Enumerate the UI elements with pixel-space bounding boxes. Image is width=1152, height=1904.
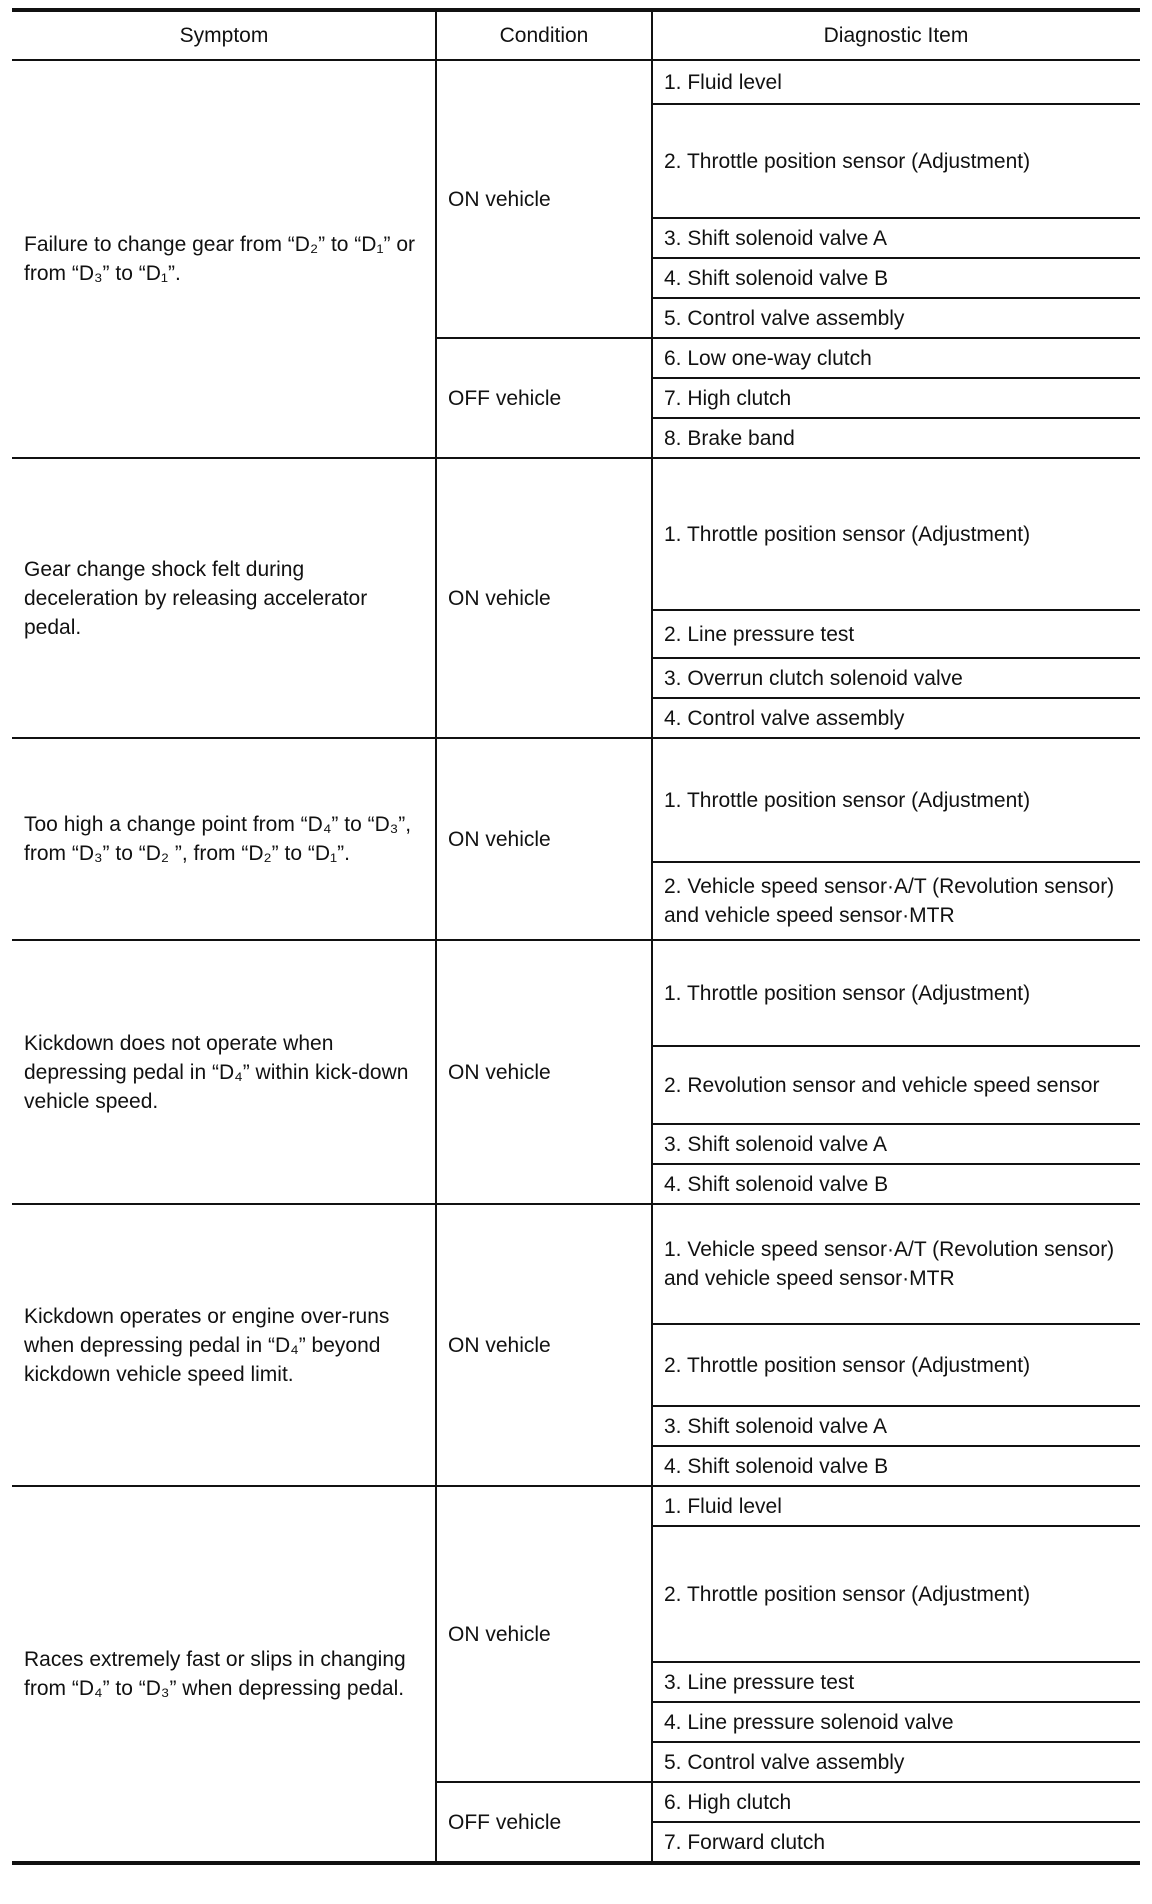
diagnostic-item-cell: 7. High clutch: [664, 386, 792, 410]
diagnostic-item-cell: 7. Forward clutch: [664, 1830, 826, 1854]
diagnostic-item-cell: 1. Throttle position sensor (Adjustment): [664, 981, 1031, 1005]
symptom-cell: Kickdown operates or engine over-runs when depressing pedal in “D₄” beyond kickdown vehicle speed limit.: [24, 1304, 390, 1386]
header-condition: Condition: [499, 23, 589, 47]
symptom-cell: Failure to change gear from “D₂” to “D₁” or from “D₃” to “D₁”.: [24, 233, 416, 285]
diagnostic-item-cell: 1. Vehicle speed sensor·A/T (Revolution sensor) and vehicle speed sensor·MTR: [664, 1238, 1115, 1290]
diagnostic-item-cell: 3. Overrun clutch solenoid valve: [664, 666, 963, 690]
condition-cell: ON vehicle: [448, 187, 551, 211]
condition-cell: ON vehicle: [448, 1060, 551, 1084]
diagnostic-item-cell: 1. Throttle position sensor (Adjustment): [664, 522, 1031, 546]
symptom-cell: Races extremely fast or slips in changing from “D₄” to “D₃” when depressing pedal.: [24, 1648, 406, 1700]
symptom-cell: Too high a change point from “D₄” to “D₃”, from “D₃” to “D₂ ”, from “D₂” to “D₁”.: [24, 813, 412, 865]
diagnostic-item-cell: 2. Revolution sensor and vehicle speed sensor: [664, 1073, 1100, 1097]
diagnostic-item-cell: 4. Shift solenoid valve B: [664, 266, 889, 290]
diagnostic-item-cell: 3. Shift solenoid valve A: [664, 1414, 887, 1438]
diagnostic-item-cell: 5. Control valve assembly: [664, 1750, 905, 1774]
diagnostic-item-cell: 4. Line pressure solenoid valve: [664, 1710, 954, 1734]
diagnostic-item-cell: 6. High clutch: [664, 1790, 792, 1814]
diagnostic-item-cell: 2. Vehicle speed sensor·A/T (Revolution sensor) and vehicle speed sensor·MTR: [664, 875, 1115, 927]
diagnostic-item-cell: 6. Low one-way clutch: [664, 346, 872, 370]
diagnostic-item-cell: 3. Line pressure test: [664, 1670, 855, 1694]
diagnostic-item-cell: 8. Brake band: [664, 426, 795, 450]
diagnostic-item-cell: 2. Throttle position sensor (Adjustment): [664, 1582, 1031, 1606]
diagnostic-item-cell: 4. Control valve assembly: [664, 706, 905, 730]
condition-cell: ON vehicle: [448, 1622, 551, 1646]
diagnostic-item-cell: 2. Line pressure test: [664, 622, 855, 646]
symptom-cell: Kickdown does not operate when depressing pedal in “D₄” within kick-down vehicle speed.: [24, 1031, 409, 1113]
diagnostic-item-cell: 4. Shift solenoid valve B: [664, 1454, 889, 1478]
condition-cell: OFF vehicle: [448, 386, 562, 410]
diagnostic-item-cell: 5. Control valve assembly: [664, 306, 905, 330]
diagnostic-item-cell: 1. Fluid level: [664, 70, 782, 94]
column-divider-condition: [651, 10, 653, 1862]
table-top-border: [12, 8, 1140, 12]
diagnostic-item-cell: 4. Shift solenoid valve B: [664, 1172, 889, 1196]
diagnostic-item-cell: 2. Throttle position sensor (Adjustment): [664, 1353, 1031, 1377]
diagnostic-table: [12, 10, 1140, 1890]
condition-cell: OFF vehicle: [448, 1810, 562, 1834]
diagnostic-item-cell: 1. Fluid level: [664, 1494, 782, 1518]
diagnostic-item-cell: 3. Shift solenoid valve A: [664, 1132, 887, 1156]
diagnostic-item-cell: 1. Throttle position sensor (Adjustment): [664, 788, 1031, 812]
diagnostic-item-cell: 3. Shift solenoid valve A: [664, 226, 887, 250]
symptom-cell: Gear change shock felt during deceleration by releasing accelerator pedal.: [24, 557, 368, 639]
condition-cell: ON vehicle: [448, 827, 551, 851]
header-diagnostic-item: Diagnostic Item: [823, 23, 969, 47]
table-bottom-border: [12, 1861, 1140, 1865]
diagnostic-item-cell: 2. Throttle position sensor (Adjustment): [664, 149, 1031, 173]
header-symptom: Symptom: [179, 23, 269, 47]
condition-cell: ON vehicle: [448, 586, 551, 610]
column-divider-symptom: [435, 10, 437, 1862]
condition-cell: ON vehicle: [448, 1333, 551, 1357]
